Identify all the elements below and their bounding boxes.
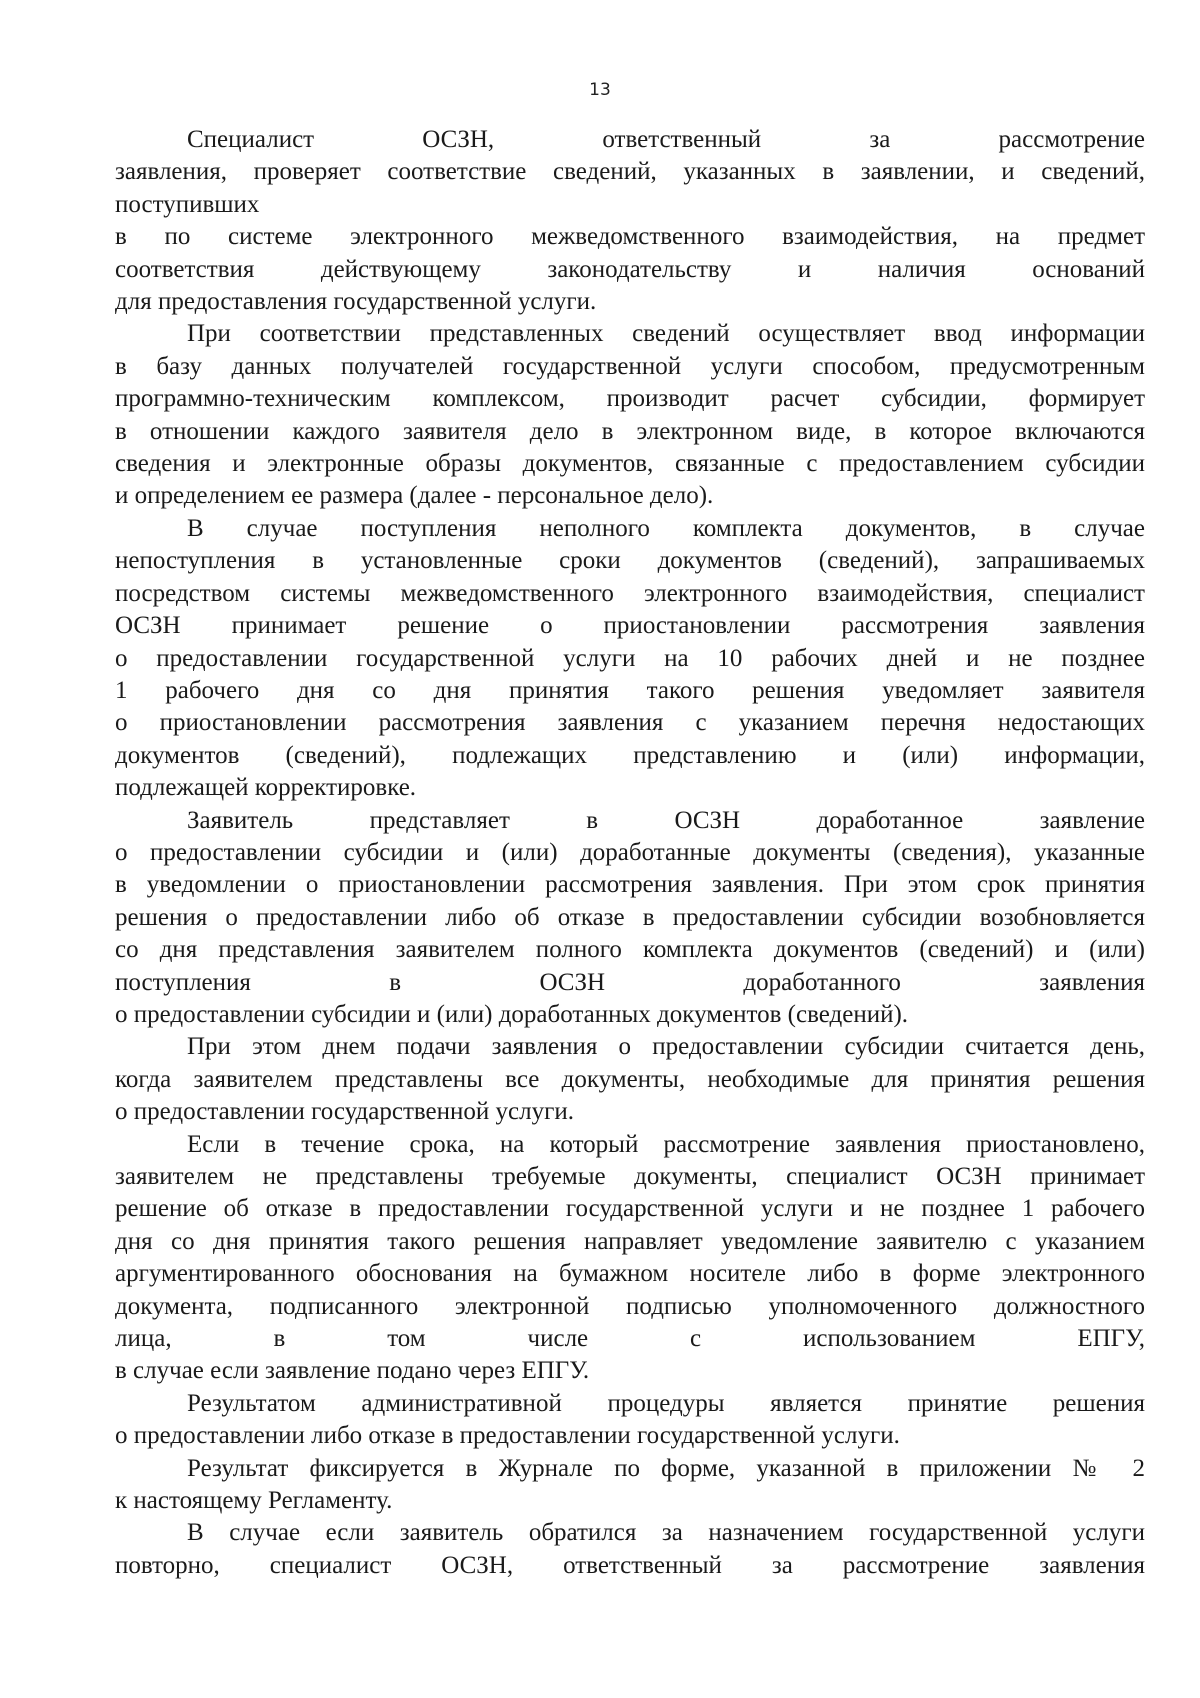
text-line: к настоящему Регламенту. <box>115 1487 393 1515</box>
text-line: в отношении каждого заявителя дело в электронном виде, в которое включаются <box>115 417 1145 445</box>
text-line: в базу данных получателей государственной услуги способом, предусмотренным <box>115 352 1145 380</box>
paragraph <box>115 805 1145 1032</box>
text-line: Специалист ОСЗН, ответственный за рассмотрение <box>187 126 1145 153</box>
page-number: 13 <box>589 80 611 100</box>
paragraph <box>115 318 1145 512</box>
text-line: заявителем не представлены требуемые документы, специалист ОСЗН принимает <box>115 1163 1145 1190</box>
text-line: в уведомлении о приостановлении рассмотрения заявления. При этом срок принятия <box>115 871 1145 899</box>
paragraph <box>115 1129 1145 1388</box>
paragraph <box>115 1453 1145 1518</box>
text-line: о предоставлении субсидии и (или) доработанных документов (сведений). <box>115 1000 909 1028</box>
document-body <box>115 124 1145 1582</box>
text-line: Результатом административной процедуры является принятие решения <box>187 1389 1145 1417</box>
text-line: непоступления в установленные сроки документов (сведений), запрашиваемых <box>115 547 1145 575</box>
text-line: документа, подписанного электронной подписью уполномоченного должностного <box>115 1292 1145 1320</box>
text-line: для предоставления государственной услуги. <box>115 288 597 316</box>
text-line: документов (сведений), подлежащих представлению и (или) информации, <box>115 741 1145 769</box>
text-line: Результат фиксируется в Журнале по форме, указанной в приложении № 2 <box>187 1454 1145 1482</box>
text-line: подлежащей корректировке. <box>115 774 417 802</box>
text-line: о предоставлении государственной услуги. <box>115 1098 574 1126</box>
text-line: решение об отказе в предоставлении государственной услуги и не позднее 1 рабочего <box>115 1195 1145 1223</box>
paragraph <box>115 1031 1145 1128</box>
text-line: 1 рабочего дня со дня принятия такого решения уведомляет заявителя <box>115 676 1145 704</box>
text-line: ОСЗН принимает решение о приостановлении рассмотрения заявления <box>115 612 1145 640</box>
text-line: программно-техническим комплексом, производит расчет субсидии, формирует <box>115 385 1145 413</box>
paragraph <box>115 513 1145 805</box>
text-line: лица, в том числе с использованием ЕПГУ, <box>115 1325 1145 1353</box>
text-line: При этом днем подачи заявления о предоставлении субсидии считается день, <box>187 1033 1145 1061</box>
paragraph <box>115 1388 1145 1453</box>
text-line: и определением ее размера (далее - персональное дело). <box>115 482 714 510</box>
text-line: повторно, специалист ОСЗН, ответственный за рассмотрение заявления <box>115 1551 1145 1579</box>
paragraph <box>115 1517 1145 1582</box>
text-line: когда заявителем представлены все документы, необходимые для принятия решения <box>115 1065 1145 1093</box>
text-line: В случае поступления неполного комплекта документов, в случае <box>187 514 1145 542</box>
text-line: посредством системы межведомственного электронного взаимодействия, специалист <box>115 579 1145 607</box>
text-line: Если в течение срока, на который рассмотрение заявления приостановлено, <box>187 1130 1145 1158</box>
text-line: Заявитель представляет в ОСЗН доработанное заявление <box>187 806 1145 834</box>
text-line: заявления, проверяет соответствие сведений, указанных в заявлении, и сведений, <box>115 158 1145 186</box>
text-line: поступивших <box>115 190 260 218</box>
text-line: со дня представления заявителем полного комплекта документов (сведений) и (или) <box>115 936 1145 964</box>
text-line: При соответствии представленных сведений осуществляет ввод информации <box>187 320 1145 348</box>
text-line: дня со дня принятия такого решения направляет уведомление заявителю с указанием <box>115 1227 1145 1255</box>
text-line: аргументированного обоснования на бумажном носителе либо в форме электронного <box>115 1260 1145 1288</box>
text-line: сведения и электронные образы документов, связанные с предоставлением субсидии <box>115 450 1145 478</box>
text-line: о предоставлении субсидии и (или) доработанные документы (сведения), указанные <box>115 838 1145 866</box>
text-line: поступления в ОСЗН доработанного заявления <box>115 968 1145 996</box>
paragraph <box>115 124 1145 318</box>
text-line: в случае если заявление подано через ЕПГУ. <box>115 1357 590 1385</box>
text-line: в по системе электронного межведомственного взаимодействия, на предмет <box>115 223 1145 251</box>
text-line: о приостановлении рассмотрения заявления с указанием перечня недостающих <box>115 709 1145 737</box>
text-line: В случае если заявитель обратился за назначением государственной услуги <box>187 1519 1145 1547</box>
text-line: о предоставлении государственной услуги на 10 рабочих дней и не позднее <box>115 644 1145 672</box>
text-line: соответствия действующему законодательству и наличия оснований <box>115 255 1145 283</box>
text-line: решения о предоставлении либо об отказе в предоставлении субсидии возобновляется <box>115 903 1145 931</box>
text-line: о предоставлении либо отказе в предоставлении государственной услуги. <box>115 1422 900 1450</box>
